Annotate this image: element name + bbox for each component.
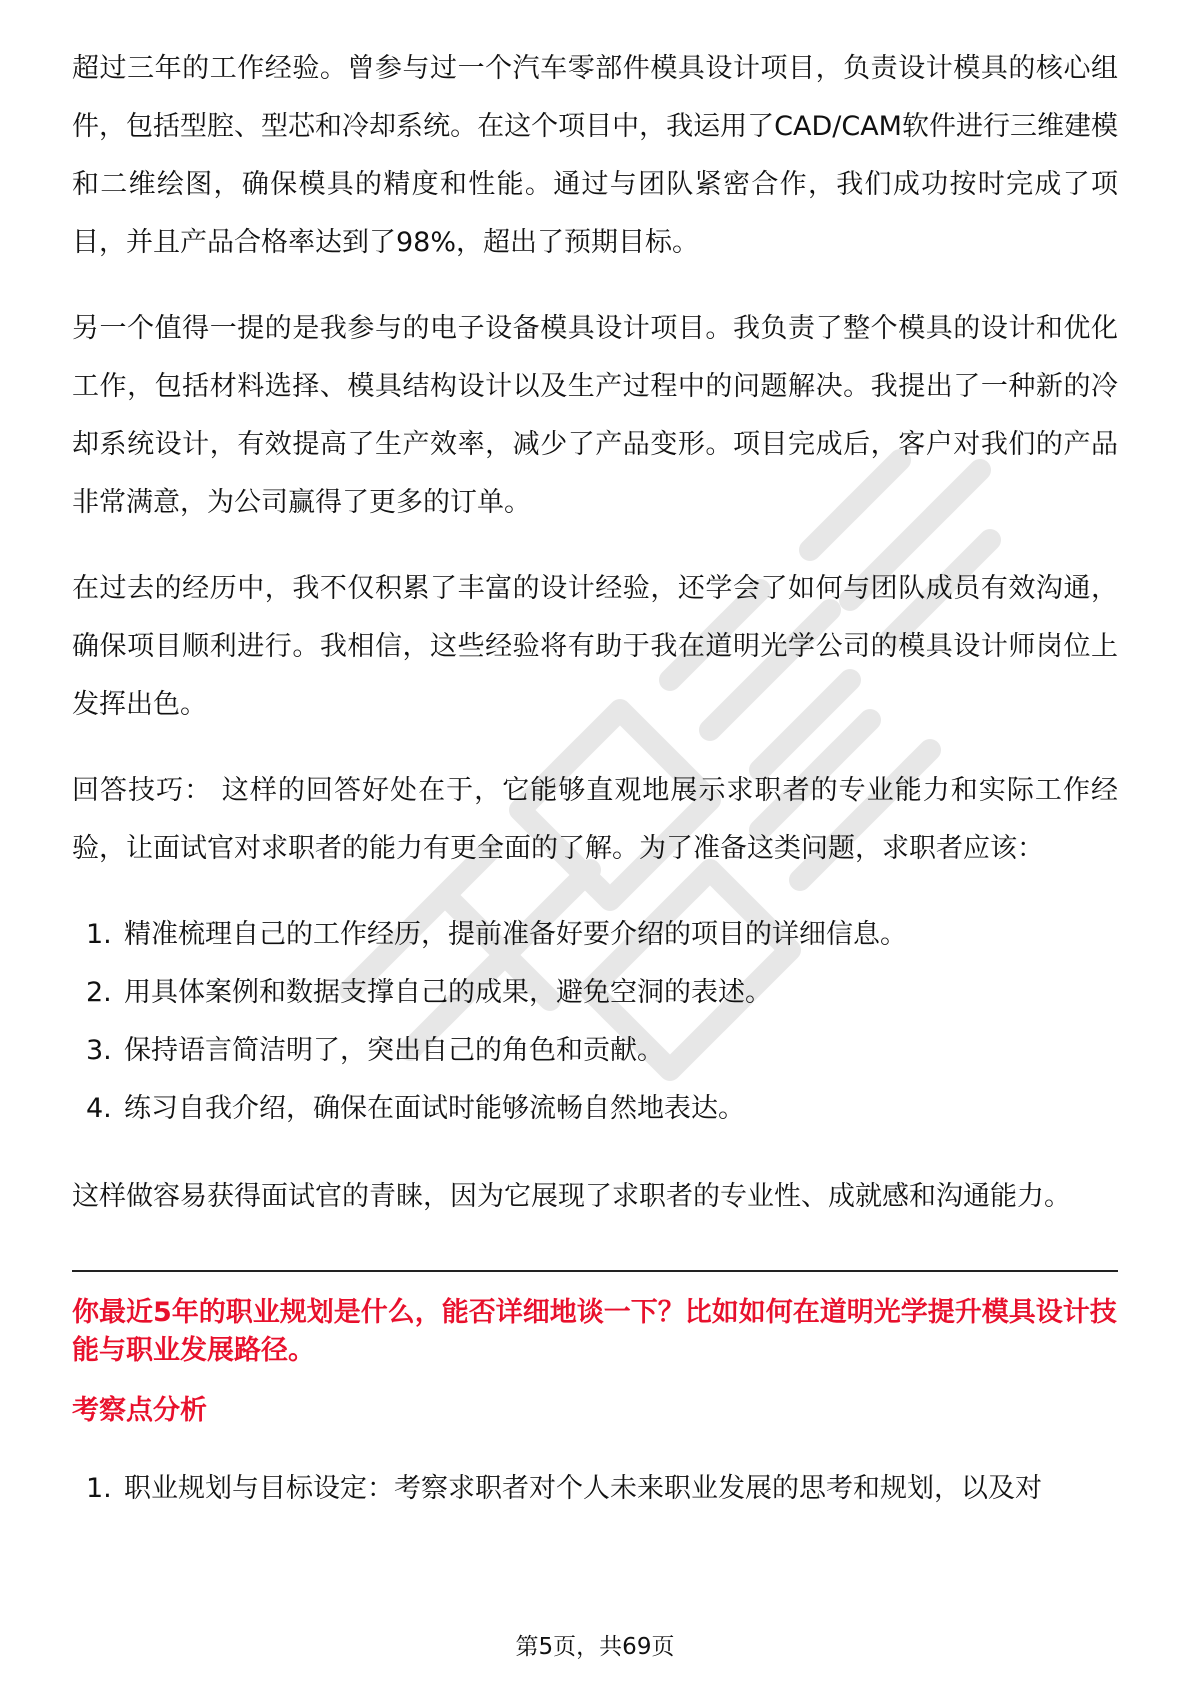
list-item-text: 职业规划与目标设定：考察求职者对个人未来职业发展的思考和规划，以及对 bbox=[124, 1473, 1042, 1504]
answer-paragraph-1: 超过三年的工作经验。曾参与过一个汽车零部件模具设计项目，负责设计模具的核心组件，包括型腔、型芯和冷却系统。在这个项目中，我运用了CAD/CAM软件进行三维建模和二维绘图，确保模具的精度和性能。通过与团队紧密合作，我们成功按时完成了项目，并且产品合格率达到了98%，超出了预期目标。 bbox=[72, 53, 1118, 258]
list-item-number: 2. bbox=[86, 977, 112, 1008]
tips-list bbox=[72, 906, 1118, 1138]
list-item-text: 精准梳理自己的工作经历，提前准备好要介绍的项目的详细信息。 bbox=[124, 919, 907, 950]
section-divider bbox=[72, 1270, 1118, 1272]
list-item bbox=[72, 906, 1118, 964]
page-footer: 第5页，共69页 bbox=[515, 1634, 675, 1660]
list-item-number: 1. bbox=[86, 919, 112, 950]
list-item-number: 3. bbox=[86, 1035, 112, 1066]
answer-paragraph-2: 另一个值得一提的是我参与的电子设备模具设计项目。我负责了整个模具的设计和优化工作，包括材料选择、模具结构设计以及生产过程中的问题解决。我提出了一种新的冷却系统设计，有效提高了生产效率，减少了产品变形。项目完成后，客户对我们的产品非常满意，为公司赢得了更多的订单。 bbox=[72, 313, 1118, 518]
answer-tips-intro: 回答技巧： 这样的回答好处在于，它能够直观地展示求职者的专业能力和实际工作经验，让面试官对求职者的能力有更全面的了解。为了准备这类问题，求职者应该： bbox=[72, 775, 1118, 864]
list-item-number: 1. bbox=[86, 1473, 112, 1504]
document-page bbox=[72, 40, 1118, 1548]
list-item-text: 练习自我介绍，确保在面试时能够流畅自然地表达。 bbox=[124, 1093, 745, 1124]
analysis-list bbox=[72, 1460, 1118, 1518]
list-item bbox=[72, 1022, 1118, 1080]
closing-paragraph: 这样做容易获得面试官的青睐，因为它展现了求职者的专业性、成就感和沟通能力。 bbox=[72, 1181, 1071, 1212]
list-item-text: 保持语言简洁明了，突出自己的角色和贡献。 bbox=[124, 1035, 664, 1066]
answer-paragraph-3: 在过去的经历中，我不仅积累了丰富的设计经验，还学会了如何与团队成员有效沟通，确保项目顺利进行。我相信，这些经验将有助于我在道明光学公司的模具设计师岗位上发挥出色。 bbox=[72, 573, 1118, 720]
analysis-heading: 考察点分析 bbox=[72, 1395, 207, 1426]
list-item-text: 用具体案例和数据支撑自己的成果，避免空洞的表述。 bbox=[124, 977, 772, 1008]
list-item bbox=[72, 964, 1118, 1022]
list-item bbox=[72, 1080, 1118, 1138]
list-item bbox=[72, 1460, 1118, 1518]
list-item-number: 4. bbox=[86, 1093, 112, 1124]
next-question-title: 你最近5年的职业规划是什么，能否详细地谈一下？比如如何在道明光学提升模具设计技能与职业发展路径。 bbox=[72, 1297, 1117, 1366]
